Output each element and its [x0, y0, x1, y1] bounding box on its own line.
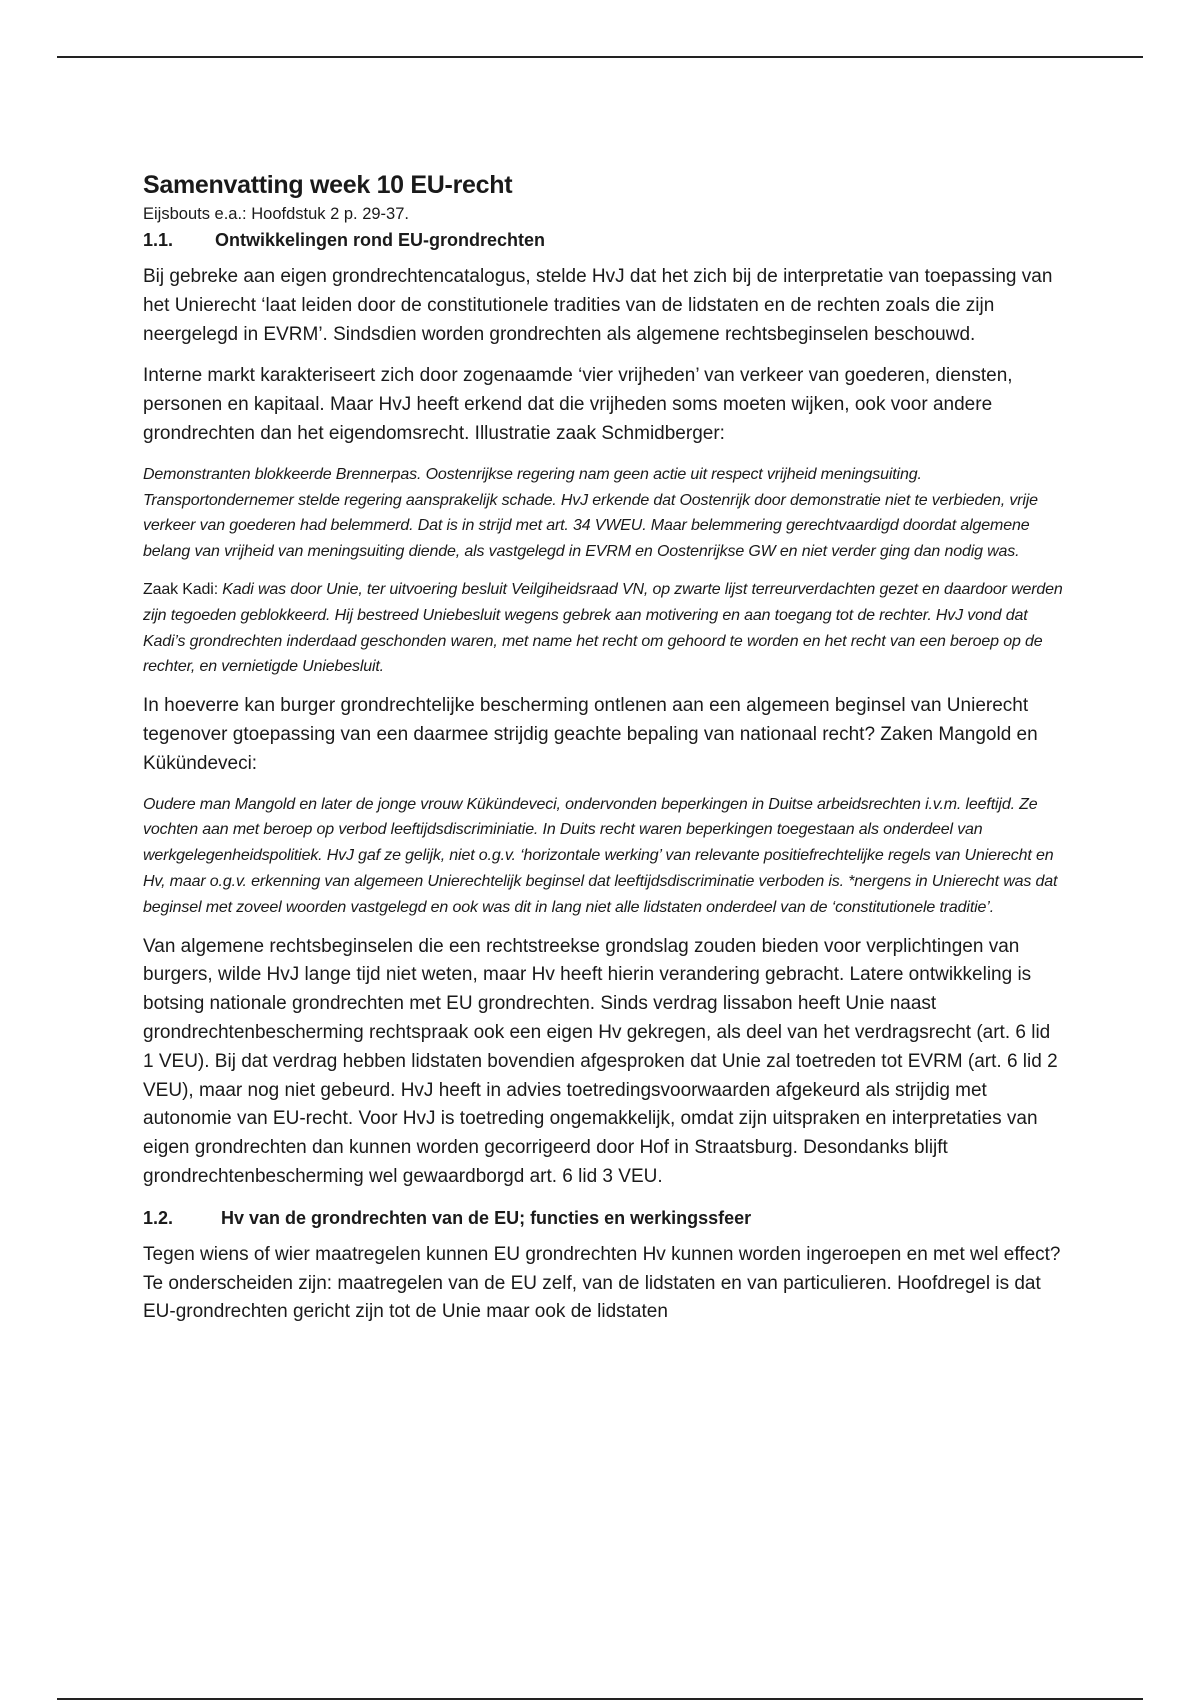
- paragraph: Bij gebreke aan eigen grondrechtencatalogus, stelde HvJ dat het zich bij de interpretatie van toepassing van het Unierecht ‘laat leiden door de constitutionele tradities van de lidstaten en de rechten zoals die zijn neergelegd in EVRM’. Sindsdien worden grondrechten als algemene rechtsbeginselen beschouwd.: [143, 266, 1053, 345]
- case-label: Zaak Kadi:: [143, 580, 223, 598]
- case-summary-kadi: [143, 577, 1063, 680]
- paragraph: Interne markt karakteriseert zich door zogenaamde ‘vier vrijheden’ van verkeer van goederen, diensten, personen en kapitaal. Maar HvJ heeft erkend dat die vrijheden soms moeten wijken, ook voor andere grondrechten dan het eigendomsrecht. Illustratie zaak Schmidberger:: [143, 365, 1013, 444]
- document-page: [143, 168, 1063, 1340]
- paragraph: In hoeverre kan burger grondrechtelijke bescherming ontlenen aan een algemeen beginsel van Unierecht tegenover gtoepassing van een daarmee strijdig geachte bepaling van nationaal recht? Zaken Mangold en Kükündeveci:: [143, 695, 1038, 774]
- section-title: Hv van de grondrechten van de EU; functies en werkingssfeer: [221, 1207, 752, 1228]
- section-heading-1-2: [143, 1205, 1063, 1231]
- paragraph: Van algemene rechtsbeginselen die een rechtstreekse grondslag zouden bieden voor verplichtingen van burgers, wilde HvJ lange tijd niet weten, maar Hv heeft hierin verandering gebracht. Latere ontwikkeling is botsing nationale grondrechten met EU grondrechten. Sinds verdrag lissabon heeft Unie naast grondrechtenbescherming rechtspraak ook een eigen Hv gekregen, als deel van het verdragsrecht (art. 6 lid 1 VEU). Bij dat verdrag hebben lidstaten bovendien afgesproken dat Unie zal toetreden tot EVRM (art. 6 lid 2 VEU), maar nog niet gebeurd. HvJ heeft in advies toetredingsvoorwaarden afgekeurd als strijdig met autonomie van EU-recht. Voor HvJ is toetreding ongemakkelijk, omdat zijn uitspraken en interpretaties van eigen grondrechten dan kunnen worden gecorrigeerd door Hof in Straatsburg. Desondanks blijft grondrechtenbescherming wel gewaardborgd art. 6 lid 3 VEU.: [143, 935, 1058, 1187]
- paragraph: Tegen wiens of wier maatregelen kunnen EU grondrechten Hv kunnen worden ingeroepen en met wel effect? Te onderscheiden zijn: maatregelen van de EU zelf, van de lidstaten en van particulieren. Hoofdregel is dat EU-grondrechten gericht zijn tot de Unie maar ook de lidstaten: [143, 1243, 1061, 1323]
- source-reference: Eijsbouts e.a.: Hoofdstuk 2 p. 29-37.: [143, 205, 409, 223]
- section-number: 1.1.: [143, 230, 174, 250]
- document-title: Samenvatting week 10 EU-recht: [143, 171, 513, 199]
- section-title: Ontwikkelingen rond EU-grondrechten: [215, 230, 546, 250]
- case-text: Kadi was door Unie, ter uitvoering besluit Veilgiheidsraad VN, op zwarte lijst terreurverdachten gezet en daardoor werden zijn tegoeden geblokkeerd. Hij bestreed Uniebesluit wegens gebrek aan motivering en aan toegang tot de rechter. HvJ vond dat Kadi’s grondrechten inderdaad geschonden waren, met name het recht om gehoord te worden en het recht van een beroep op de rechter, en vernietigde Uniebesluit.: [143, 580, 1063, 676]
- case-summary-mangold: Oudere man Mangold en later de jonge vrouw Kükündeveci, ondervonden beperkingen in Duitse arbeidsrechten i.v.m. leeftijd. Ze vochten aan met beroep op verbod leeftijdsdiscriminiatie. In Duits recht waren beperkingen toegestaan als onderdeel van werkgelegenheidspolitiek. HvJ gaf ze gelijk, niet o.g.v. ‘horizontale werking’ van relevante positiefrechtelijke regels van Unierecht en Hv, maar o.g.v. erkenning van algemeen Unierechtelijk beginsel dat leeftijdsdiscriminatie verboden is. *nergens in Unierecht was dat beginsel met zoveel woorden vastgelegd en ook was dit in lang niet alle lidstaten onderdeel van de ‘constitutionele traditie’.: [143, 795, 1058, 916]
- section-heading-1-1: [143, 227, 1063, 253]
- case-summary-schmidberger: Demonstranten blokkeerde Brennerpas. Oostenrijkse regering nam geen actie uit respect vrijheid meningsuiting. Transportondernemer stelde regering aansprakelijk schade. HvJ erkende dat Oostenrijk door demonstratie niet te verbieden, vrije verkeer van goederen had belemmerd. Dat is in strijd met art. 34 VWEU. Maar belemmering gerechtvaardigd doordat algemene belang van vrijheid van meningsuiting diende, als vastgelegd in EVRM en Oostenrijkse GW en niet verder ging dan nodig was.: [143, 465, 1038, 561]
- header-rule: [57, 56, 1143, 58]
- section-number: 1.2.: [143, 1207, 174, 1228]
